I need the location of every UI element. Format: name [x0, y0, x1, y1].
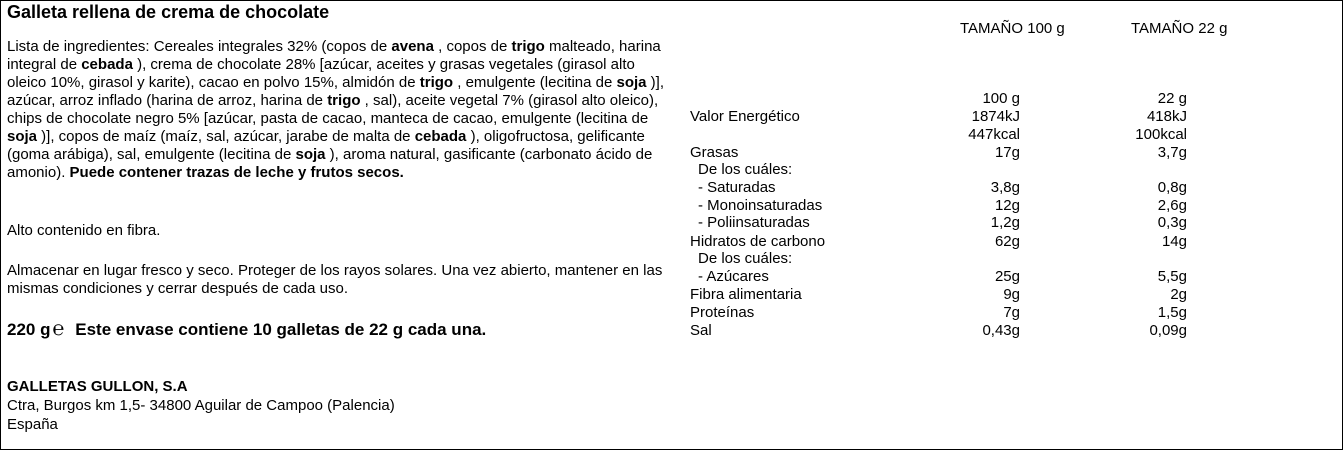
- ingredients-text: Lista de ingredientes: Cereales integrales 32% (copos de: [7, 38, 392, 55]
- net-weight: [7, 318, 486, 341]
- allergen-highlight: soja: [7, 128, 38, 145]
- value-per-100g: 1874kJ: [971, 108, 1020, 125]
- allergen-highlight: cebada: [81, 56, 133, 73]
- nutrition-row: [690, 197, 1290, 215]
- value-per-100g: 12g: [994, 197, 1020, 214]
- value-per-100g: 62g: [994, 233, 1020, 250]
- allergen-highlight: soja: [616, 74, 647, 91]
- nutrition-row: [690, 322, 1290, 340]
- nutrition-row: [690, 304, 1290, 322]
- nutrition-row: [690, 214, 1290, 232]
- net-weight-amount: 220 g: [7, 320, 51, 339]
- nutrient-label: Proteínas: [690, 304, 755, 321]
- ingredients-text: ), crema de chocolate 28% [azúcar, aceites y grasas vegetales (girasol alto oleico 10%, girasol y karite), cacao en polvo 15%, almidón de: [7, 56, 635, 91]
- nutrient-label: De los cuáles:: [698, 250, 793, 267]
- nutrient-label: Fibra alimentaria: [690, 286, 802, 303]
- value-per-22g: 0,3g: [1157, 214, 1187, 231]
- allergen-highlight: Puede contener trazas de leche y frutos secos.: [69, 164, 404, 181]
- value-per-22g: 100kcal: [1135, 126, 1187, 143]
- value-per-22g: 5,5g: [1157, 268, 1187, 285]
- product-title: Galleta rellena de crema de chocolate: [7, 2, 330, 22]
- value-per-22g: 0,8g: [1157, 179, 1187, 196]
- value-per-100g: 3,8g: [990, 179, 1020, 196]
- company-name: GALLETAS GULLON, S.A: [7, 378, 188, 395]
- ingredients-text: , emulgente (lecitina de: [453, 74, 617, 91]
- company-info: [7, 377, 395, 434]
- ingredients-text: malteado, harina integral de: [7, 38, 661, 73]
- storage-instructions: Almacenar en lugar fresco y seco. Proteger de los rayos solares. Una vez abierto, mantener en las mismas condiciones y cerrar después de cada uso.: [7, 262, 663, 297]
- column-header-22g: TAMAÑO 22 g: [1131, 20, 1228, 37]
- value-per-100g: 9g: [1003, 286, 1020, 303]
- fibre-claim: Alto contenido en fibra.: [7, 222, 161, 239]
- value-per-22g: 1,5g: [1157, 304, 1187, 321]
- nutrient-label: - Poliinsaturadas: [698, 214, 810, 231]
- nutrient-label: Grasas: [690, 144, 739, 161]
- value-per-100g: 1,2g: [990, 214, 1020, 231]
- value-per-22g: 14g: [1161, 233, 1187, 250]
- value-per-22g: 418kJ: [1146, 108, 1187, 125]
- nutrition-row: [690, 179, 1290, 197]
- ingredients-list: [7, 38, 667, 182]
- allergen-highlight: avena: [391, 38, 434, 55]
- nutrition-row: [690, 144, 1290, 162]
- nutrient-label: De los cuáles:: [698, 161, 793, 178]
- nutrient-label: Hidratos de carbono: [690, 233, 826, 250]
- nutrition-row: [690, 250, 1290, 268]
- company-country: España: [7, 416, 58, 433]
- nutrition-row: [690, 161, 1290, 179]
- value-per-100g: 100 g: [982, 90, 1020, 107]
- allergen-highlight: trigo: [511, 38, 545, 55]
- ingredients-text: , sal), aceite vegetal 7% (girasol alto oleico), chips de chocolate negro 5% [azúcar, pasta de cacao, manteca de cacao, emulgente (lecitina de: [7, 92, 659, 127]
- nutrient-label: Valor Energético: [690, 108, 800, 125]
- value-per-100g: 447kcal: [968, 126, 1020, 143]
- column-header-100g: TAMAÑO 100 g: [960, 20, 1065, 37]
- value-per-22g: 0,09g: [1149, 322, 1187, 339]
- value-per-22g: 3,7g: [1157, 144, 1187, 161]
- value-per-22g: 22 g: [1157, 90, 1187, 107]
- ingredients-text: ), oligofructosa, gelificante (goma arábiga), sal, emulgente (lecitina de: [7, 128, 645, 163]
- nutrient-label: - Monoinsaturadas: [698, 197, 823, 214]
- allergen-highlight: trigo: [327, 92, 361, 109]
- ingredients-text: )], azúcar, arroz inflado (harina de arroz, harina de: [7, 74, 665, 109]
- estimated-sign-icon: ℮: [52, 318, 65, 340]
- value-per-22g: 2g: [1170, 286, 1187, 303]
- ingredients-text: )], copos de maíz (maíz, sal, azúcar, jarabe de malta de: [37, 128, 415, 145]
- value-per-22g: 2,6g: [1157, 197, 1187, 214]
- nutrition-row: [690, 126, 1290, 144]
- value-per-100g: 25g: [994, 268, 1020, 285]
- nutrition-row: [690, 90, 1290, 108]
- nutrient-label: - Azúcares: [698, 268, 769, 285]
- allergen-highlight: cebada: [414, 128, 467, 145]
- allergen-highlight: soja: [295, 146, 326, 163]
- ingredients-text: , copos de: [433, 38, 512, 55]
- value-per-100g: 17g: [994, 144, 1020, 161]
- nutrition-row: [690, 233, 1290, 251]
- company-address: Ctra, Burgos km 1,5- 34800 Aguilar de Campoo (Palencia): [7, 397, 395, 414]
- package-contents-note: Este envase contiene 10 galletas de 22 g cada una.: [75, 320, 487, 339]
- nutrient-label: - Saturadas: [698, 179, 776, 196]
- ingredients-text: ), aroma natural, gasificante (carbonato ácido de amonio).: [7, 146, 653, 181]
- nutrition-row: [690, 108, 1290, 126]
- allergen-highlight: trigo: [419, 74, 454, 91]
- value-per-100g: 0,43g: [982, 322, 1020, 339]
- value-per-100g: 7g: [1003, 304, 1020, 321]
- nutrition-row: [690, 286, 1290, 304]
- nutrition-row: [690, 268, 1290, 286]
- nutrient-label: Sal: [690, 322, 712, 339]
